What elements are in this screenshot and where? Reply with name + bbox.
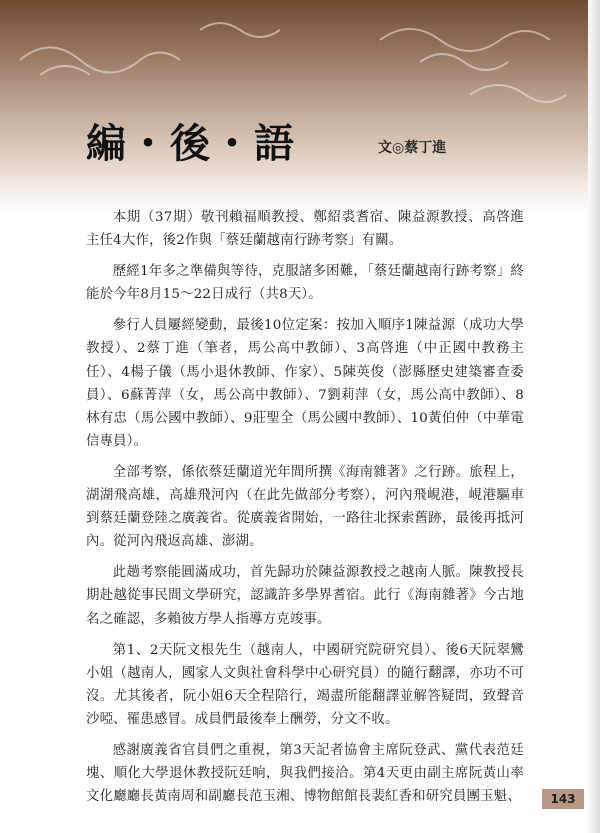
page-number: 143 bbox=[542, 789, 584, 809]
cloud-pattern-icon bbox=[0, 0, 600, 215]
paragraph: 參行人員屢經變動，最後10位定案：按加入順序1陳益源（成功大學教授）、2蔡丁進（筆者，馬公高中教師）、3高啓進（中正國中教務主任）、4楊子儀（馬小退休教師、作家）、5陳英俊（澎縣歷史建築審查委員）、6蘇菁萍（女，馬公高中教師）、7劉莉萍（女，馬公高中教師）、8林有忠（馬公國中教師）、9莊聖全（馬公國中教師）、10黃伯仲（中華電信專員）。 bbox=[86, 318, 524, 449]
paragraph: 全部考察，係依蔡廷蘭道光年間所撰《海南雜著》之行跡。旅程上，湖湖飛高雄，高雄飛河內（在此先做部分考察），河內飛峴港，峴港驅車到蔡廷蘭登陸之廣義省。從廣義省開始，一路往北探索舊跡，最後再抵河內。從河內飛返高雄、澎湖。 bbox=[86, 464, 524, 550]
page-edge bbox=[588, 0, 600, 833]
paragraph: 本期（37期）敬刊賴福順教授、鄭紹裘耆宿、陳益源教授、高啓進主任4大作，後2作與「蔡廷蘭越南行跡考察」有關。 bbox=[86, 210, 524, 249]
page-title: 編・後・語 bbox=[86, 121, 296, 167]
paragraph: 此趟考察能圓滿成功，首先歸功於陳益源教授之越南人脈。陳教授長期赴越從事民間文學研究，認識許多學界耆宿。此行《海南雜著》今古地名之確認，多賴彼方學人指導方克竣事。 bbox=[86, 565, 524, 627]
author-byline: 文◎蔡丁進 bbox=[378, 140, 447, 156]
paragraph: 歷經1年多之準備與等待，克服諸多困難，「蔡廷蘭越南行跡考察」終能於今年8月15～22日成行（共8天）。 bbox=[86, 264, 524, 303]
paragraph: 第1、2天阮文根先生（越南人，中國研究院研究員）、後6天阮翠鸞小姐（越南人，國家人文與社會科學中心研究員）的隨行翻譯，亦功不可沒。尤其後者，阮小姐6天全程陪行，竭盡所能翻譯並解答疑問，致聲音沙啞、罹患感冒。成員們最後奉上酬勞，分文不收。 bbox=[86, 642, 524, 727]
header-background bbox=[0, 0, 600, 215]
article-body bbox=[86, 206, 524, 816]
paragraph: 感謝廣義省官員們之重視，第3天記者協會主席阮登武、黨代表范廷塊、順化大學退休教授阮廷响，與我們接洽。第4天更由副主席阮黃山率文化廳廳長黃南周和副廳長范玉湘、博物館館長裴紅香和研究員團玉魁、 bbox=[86, 742, 524, 805]
